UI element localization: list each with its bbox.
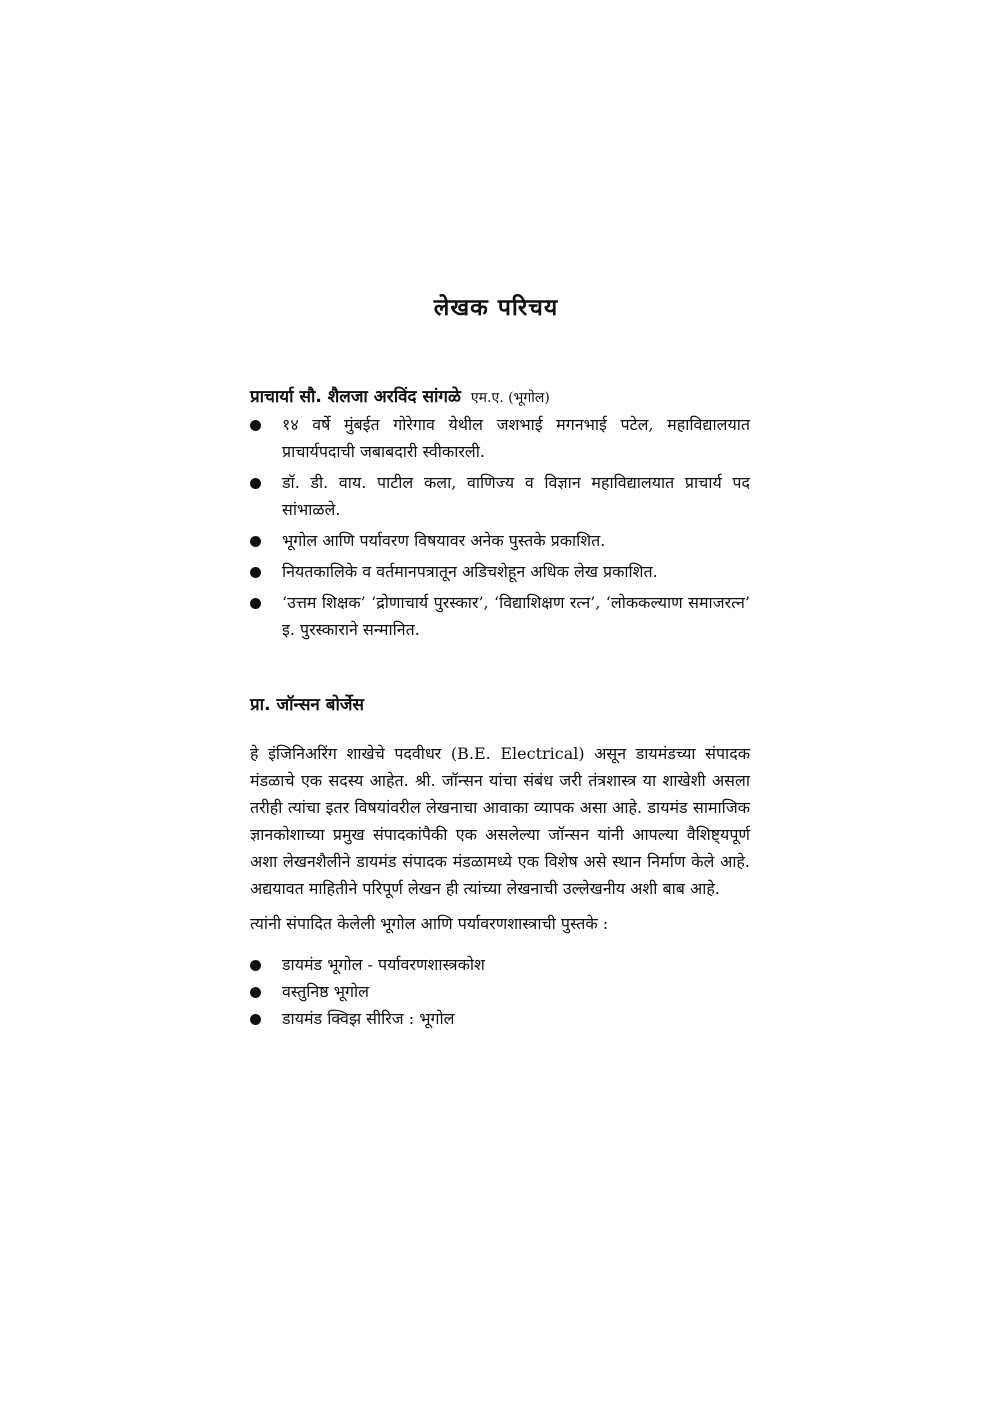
author1-name: प्राचार्या सौ. शैलजा अरविंद सांगळे	[250, 387, 461, 407]
bullet-icon	[250, 598, 261, 609]
list-item: भूगोल आणि पर्यावरण विषयावर अनेक पुस्तके प्रकाशित.	[250, 527, 750, 554]
bullet-icon	[250, 1014, 261, 1025]
books-intro: त्यांनी संपादित केलेली भूगोल आणि पर्यावरणशास्त्राची पुस्तके :	[250, 914, 609, 933]
list-item: १४ वर्षे मुंबईत गोरेगाव येथील जशभाई मगनभाई पटेल, महाविद्यालयात प्राचार्यपदाची जबाबदारी स्वीकारली.	[250, 411, 750, 465]
list-item: वस्तुनिष्ठ भूगोल	[250, 978, 750, 1005]
author1-section	[250, 384, 750, 647]
bullet-icon	[250, 420, 261, 431]
list-item: नियतकालिके व वर्तमानपत्रातून अडिचशेहून अधिक लेख प्रकाशित.	[250, 558, 750, 585]
bullet-icon	[250, 960, 261, 971]
bullet-icon	[250, 478, 261, 489]
author2-section	[250, 692, 750, 1032]
bullet-icon	[250, 567, 261, 578]
page-title: लेखक परिचय	[433, 295, 559, 321]
author2-name: प्रा. जॉन्सन बोर्जेस	[250, 695, 365, 715]
books-list	[250, 951, 750, 1032]
list-item: ‘उत्तम शिक्षक’ ‘द्रोणाचार्य पुरस्कार’, ‘विद्याशिक्षण रत्न’, ‘लोककल्याण समाजरत्न’ इ. पुरस्काराने सन्मानित.	[250, 589, 750, 643]
author1-points	[250, 411, 750, 643]
list-item: डायमंड क्विझ सीरिज : भूगोल	[250, 1005, 750, 1032]
author1-heading	[250, 384, 750, 411]
bullet-icon	[250, 987, 261, 998]
author1-qualification: एम.ए. (भूगोल)	[470, 390, 550, 406]
author2-bio: हे इंजिनिअरिंग शाखेचे पदवीधर (B.E. Electrical) असून डायमंडच्या संपादक मंडळाचे एक सदस्य आहेत. श्री. जॉन्सन यांचा संबंध जरी तंत्रशास्त्र या शाखेशी असला तरीही त्यांचा इतर विषयांवरील लेखनाचा आवाका व्यापक असा आहे. डायमंड सामाजिक ज्ञानकोशाच्या प्रमुख संपादकांपैकी एक असलेल्या जॉन्सन यांनी आपल्या वैशिष्ट्यपूर्ण अशा लेखनशैलीने डायमंड संपादक मंडळामध्ये एक विशेष असे स्थान निर्माण केले आहे. अद्ययावत माहितीने परिपूर्ण लेखन ही त्यांच्या लेखनाची उल्लेखनीय अशी बाब आहे.	[250, 744, 750, 898]
list-item: डायमंड भूगोल - पर्यावरणशास्त्रकोश	[250, 951, 750, 978]
list-item: डॉ. डी. वाय. पाटील कला, वाणिज्य व विज्ञान महाविद्यालयात प्राचार्य पद सांभाळले.	[250, 469, 750, 523]
bullet-icon	[250, 536, 261, 547]
